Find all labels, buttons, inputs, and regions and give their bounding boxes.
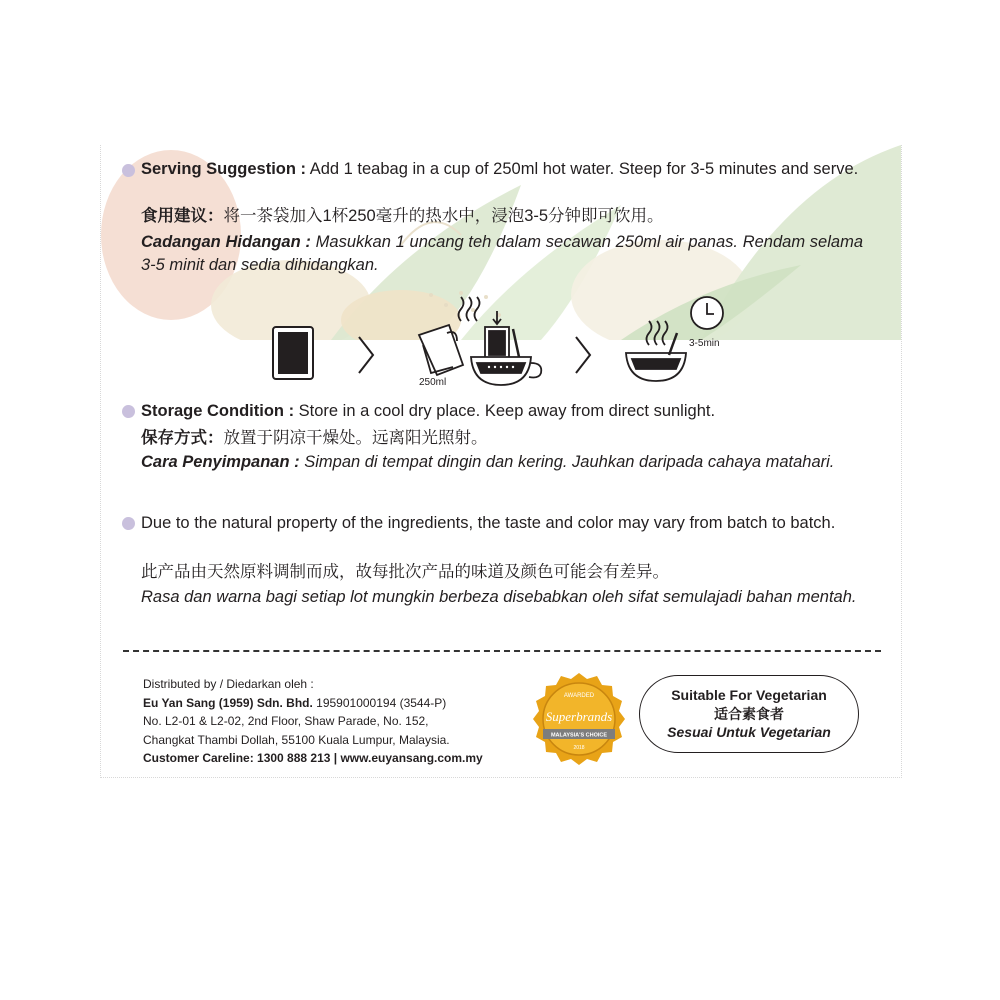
chevron-right-icon [576, 337, 590, 373]
distributor-reg-no: 195901000194 (3544-P) [312, 695, 447, 710]
serving-ms [141, 231, 863, 277]
vegetarian-badge [639, 675, 859, 753]
serving-ms-label: Cadangan Hidangan : [141, 233, 311, 251]
vegetarian-ms: Sesuai Untuk Vegetarian [667, 724, 831, 740]
distributor-address-2: Changkat Thambi Dollah, 55100 Kuala Lumpur, Malaysia. [143, 732, 450, 747]
serving-zh [141, 205, 866, 228]
serving-ms-text: Masukkan 1 uncang teh dalam secawan 250ml air panas. Rendam selama 3-5 minit dan sedia dihidangkan. [141, 233, 864, 274]
variation-en: Due to the natural property of the ingredients, the taste and color may vary from batch to batch. [141, 514, 836, 532]
storage-zh [141, 427, 866, 450]
vegetarian-zh: 适合素食者 [714, 705, 784, 722]
superbrands-award-badge [531, 671, 627, 771]
variation-zh: 此产品由天然原料调制而成，故每批次产品的味道及颜色可能会有差异。 [141, 563, 669, 581]
storage-en [141, 400, 866, 423]
serving-en-label: Serving Suggestion : [141, 160, 307, 178]
bullet-storage [122, 405, 135, 418]
storage-ms-text: Simpan di tempat dingin dan kering. Jauhkan daripada cahaya matahari. [299, 453, 835, 471]
volume-label: 250ml [419, 377, 447, 388]
variation-ms: Rasa dan warna bagi setiap lot mungkin berbeza disebabkan oleh sifat semulajadi bahan mentah. [141, 588, 857, 606]
distributor-address-1: No. L2-01 & L2-02, 2nd Floor, Shaw Parade, No. 152, [143, 714, 429, 728]
distributor-company: Eu Yan Sang (1959) Sdn. Bhd. [143, 695, 313, 710]
time-label: 3-5min [689, 338, 720, 349]
distributor-heading: Distributed by / Diedarkan oleh : [143, 677, 314, 691]
award-year: 2018 [573, 745, 585, 751]
serving-en [141, 158, 866, 181]
storage-en-text: Store in a cool dry place. Keep away from direct sunlight. [294, 402, 716, 420]
pour-water-icon [419, 297, 541, 385]
serving-zh-text: 将一茶袋加入1杯250毫升的热水中，浸泡3-5分钟即可饮用。 [223, 207, 664, 225]
award-ribbon-text: MALAYSIA'S CHOICE [550, 732, 608, 739]
award-name: Superbrands [545, 709, 613, 724]
serving-en-text: Add 1 teabag in a cup of 250ml hot water. Steep for 3-5 minutes and serve. [306, 160, 859, 178]
vegetarian-en: Suitable For Vegetarian [671, 687, 827, 703]
teabag-icon [273, 327, 313, 379]
storage-zh-text: 放置于阴凉干燥处。远离阳光照射。 [223, 429, 488, 447]
award-top-text: AWARDED [563, 693, 595, 699]
serving-zh-label: 食用建议： [141, 207, 224, 225]
storage-en-label: Storage Condition : [141, 402, 295, 420]
distributor-company-line [143, 694, 483, 713]
storage-ms-label: Cara Penyimpanan : [141, 453, 300, 471]
storage-ms [141, 451, 863, 474]
steeped-tea-bowl-icon [626, 321, 686, 381]
distributor-careline: Customer Careline: 1300 888 213 | www.euyansang.com.my [143, 751, 483, 765]
bullet-serving [122, 164, 135, 177]
chevron-right-icon [359, 337, 373, 373]
bullet-variation [122, 517, 135, 530]
product-label-panel [100, 145, 902, 778]
distributor-info [143, 675, 483, 768]
storage-zh-label: 保存方式： [141, 429, 224, 447]
clock-icon [691, 297, 723, 329]
dashed-divider [123, 650, 881, 652]
preparation-steps-diagram [101, 285, 901, 395]
